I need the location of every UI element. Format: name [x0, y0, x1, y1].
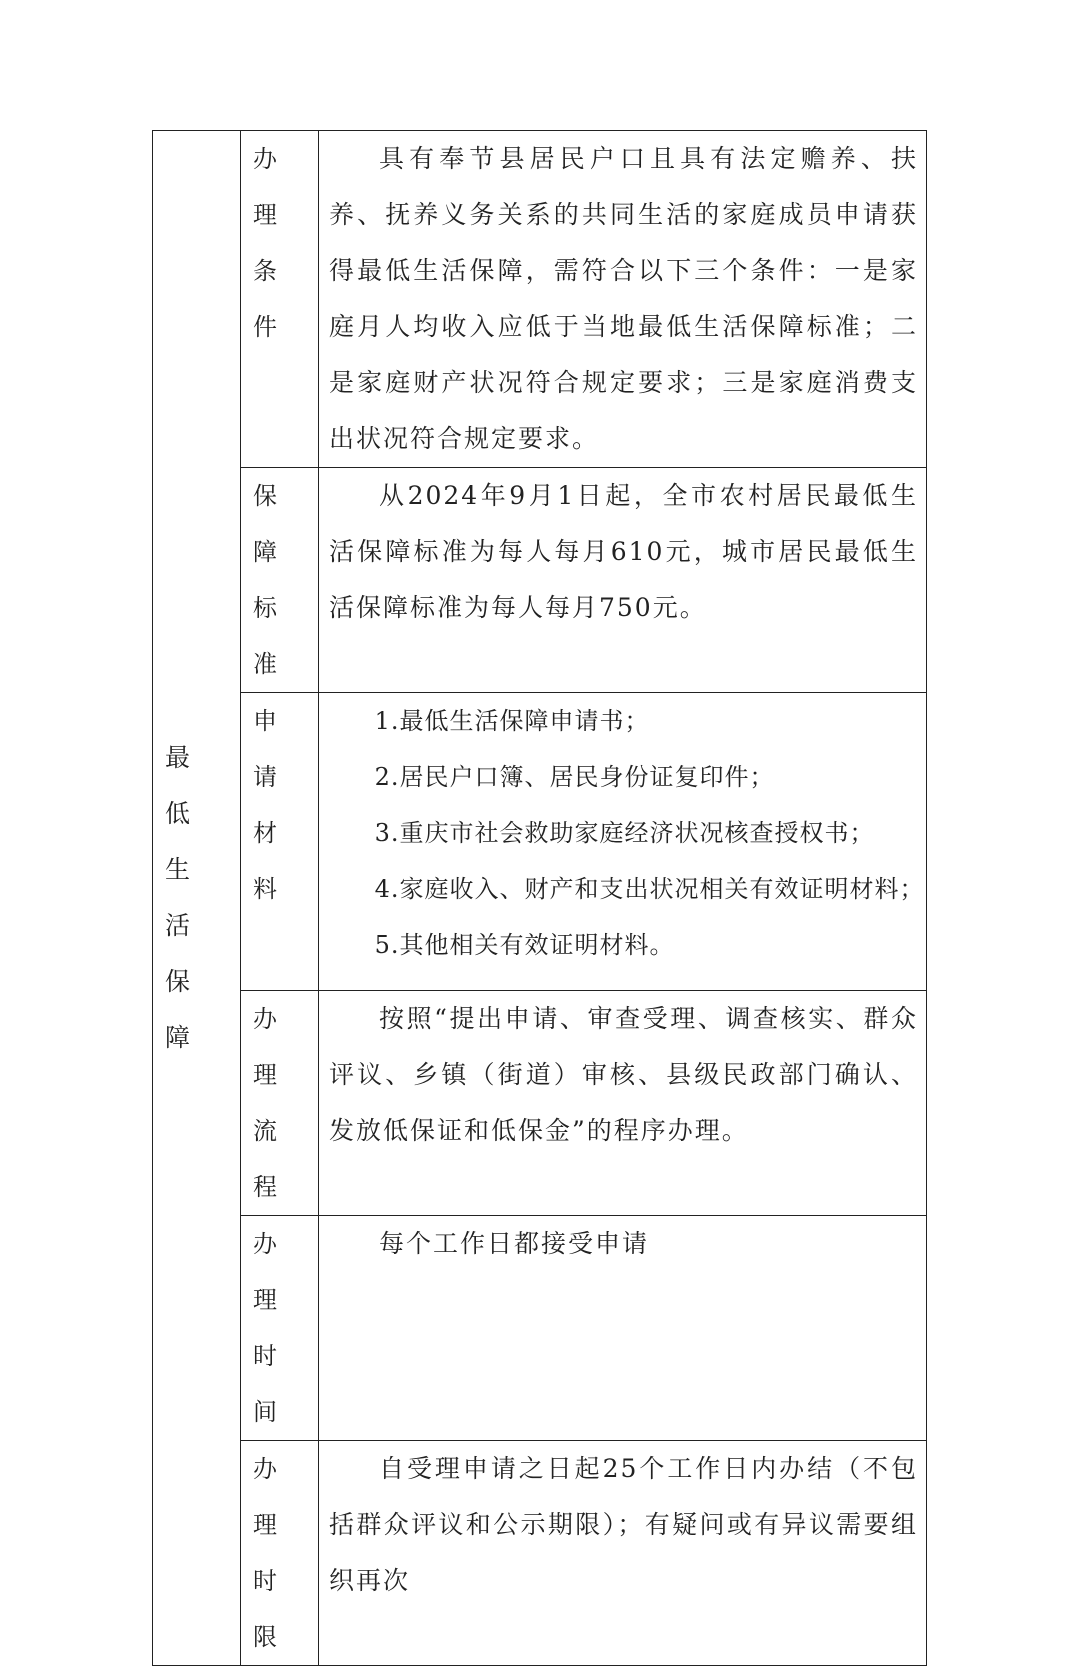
table-row-hours	[153, 1216, 927, 1441]
conditions-text: 具有奉节县居民户口且具有法定赡养、扶养、抚养义务关系的共同生活的家庭成员申请获得最低生活保障，需符合以下三个条件：一是家庭月人均收入应低于当地最低生活保障标准；二是家庭财产状况符合规定要求；三是家庭消费支出状况符合规定要求。	[329, 144, 918, 453]
row-label-standard: 保障标准	[253, 482, 283, 678]
table-row-time-limit	[153, 1441, 927, 1666]
content-cell	[319, 1441, 927, 1666]
label-cell	[241, 131, 319, 468]
category-cell	[153, 131, 241, 1666]
row-label-conditions: 办理条件	[253, 145, 283, 341]
row-label-time-limit: 办理时限	[253, 1455, 283, 1651]
content-cell	[319, 1216, 927, 1441]
material-item: 5.其他相关有效证明材料。	[374, 931, 675, 959]
content-cell	[319, 468, 927, 693]
label-cell	[241, 468, 319, 693]
content-cell	[319, 991, 927, 1216]
standard-text: 从2024年9月1日起，全市农村居民最低生活保障标准为每人每月610元，城市居民最低生活保障标准为每人每月750元。	[329, 481, 918, 622]
content-cell	[319, 131, 927, 468]
process-text: 按照“提出申请、审查受理、调查核实、群众评议、乡镇（街道）审核、县级民政部门确认、发放低保证和低保金”的程序办理。	[329, 1004, 918, 1145]
category-label: 最低生活保障	[165, 743, 199, 1052]
table-row-standard	[153, 468, 927, 693]
table-row-conditions	[153, 131, 927, 468]
label-cell	[241, 1216, 319, 1441]
material-item: 3.重庆市社会救助家庭经济状况核查授权书；	[374, 819, 875, 847]
material-item: 1.最低生活保障申请书；	[374, 707, 650, 735]
material-item: 2.居民户口簿、居民身份证复印件；	[374, 763, 775, 791]
row-label-hours: 办理时间	[253, 1230, 283, 1426]
table-row-process	[153, 991, 927, 1216]
policy-table	[152, 130, 927, 1666]
label-cell	[241, 991, 319, 1216]
content-cell	[319, 693, 927, 991]
time-limit-text: 自受理申请之日起25个工作日内办结（不包括群众评议和公示期限）；有疑问或有异议需要组织再次	[329, 1454, 918, 1595]
table-row-materials	[153, 693, 927, 991]
label-cell	[241, 1441, 319, 1666]
row-label-materials: 申请材料	[253, 707, 283, 903]
label-cell	[241, 693, 319, 991]
row-label-process: 办理流程	[253, 1005, 283, 1201]
material-item: 4.家庭收入、财产和支出状况相关有效证明材料；	[374, 875, 925, 903]
hours-text: 每个工作日都接受申请	[379, 1229, 650, 1258]
